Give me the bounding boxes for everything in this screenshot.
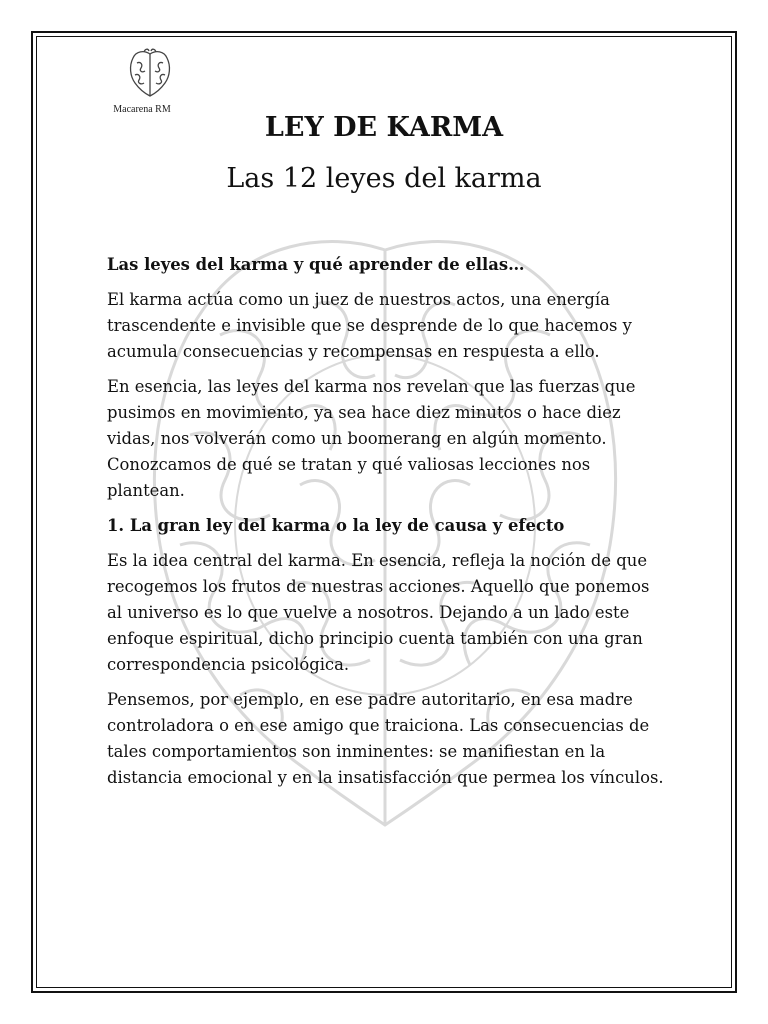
document-body bbox=[107, 252, 667, 800]
paragraph: El karma actúa como un juez de nuestros actos, una energía trascendente e invisible que se desprende de lo que hacemos y acumula consecuencias y recompensas en respuesta a ello. bbox=[107, 290, 632, 361]
page-subtitle: Las 12 leyes del karma bbox=[226, 163, 542, 194]
logo bbox=[113, 48, 182, 115]
section-heading: 1. La gran ley del karma o la ley de causa y efecto bbox=[107, 516, 565, 535]
page-title: LEY DE KARMA bbox=[264, 112, 504, 143]
paragraph: En esencia, las leyes del karma nos revelan que las fuerzas que pusimos en movimiento, ya sea hace diez minutos o hace diez vidas, nos volverán como un boomerang en algún momento. Conozcamos de qué se tratan y qué valiosas lecciones nos plantean. bbox=[107, 377, 636, 500]
paragraph: Es la idea central del karma. En esencia, refleja la noción de que recogemos los frutos de nuestras acciones. Aquello que ponemos al universo es lo que vuelve a nosotros. Dejando a un lado este enfoque espiritual, dicho principio cuenta también con una gran correspondencia psicológica. bbox=[107, 551, 650, 674]
anatomical-heart-icon bbox=[127, 48, 173, 98]
paragraph: Pensemos, por ejemplo, en ese padre autoritario, en esa madre controladora o en ese amigo que traiciona. Las consecuencias de tales comportamientos son inminentes: se manifiestan en la distancia emocional y en la insatisfacción que permea los vínculos. bbox=[107, 690, 664, 787]
section-heading: Las leyes del karma y qué aprender de ellas… bbox=[107, 255, 525, 274]
logo-caption: Macarena RM bbox=[113, 104, 171, 115]
